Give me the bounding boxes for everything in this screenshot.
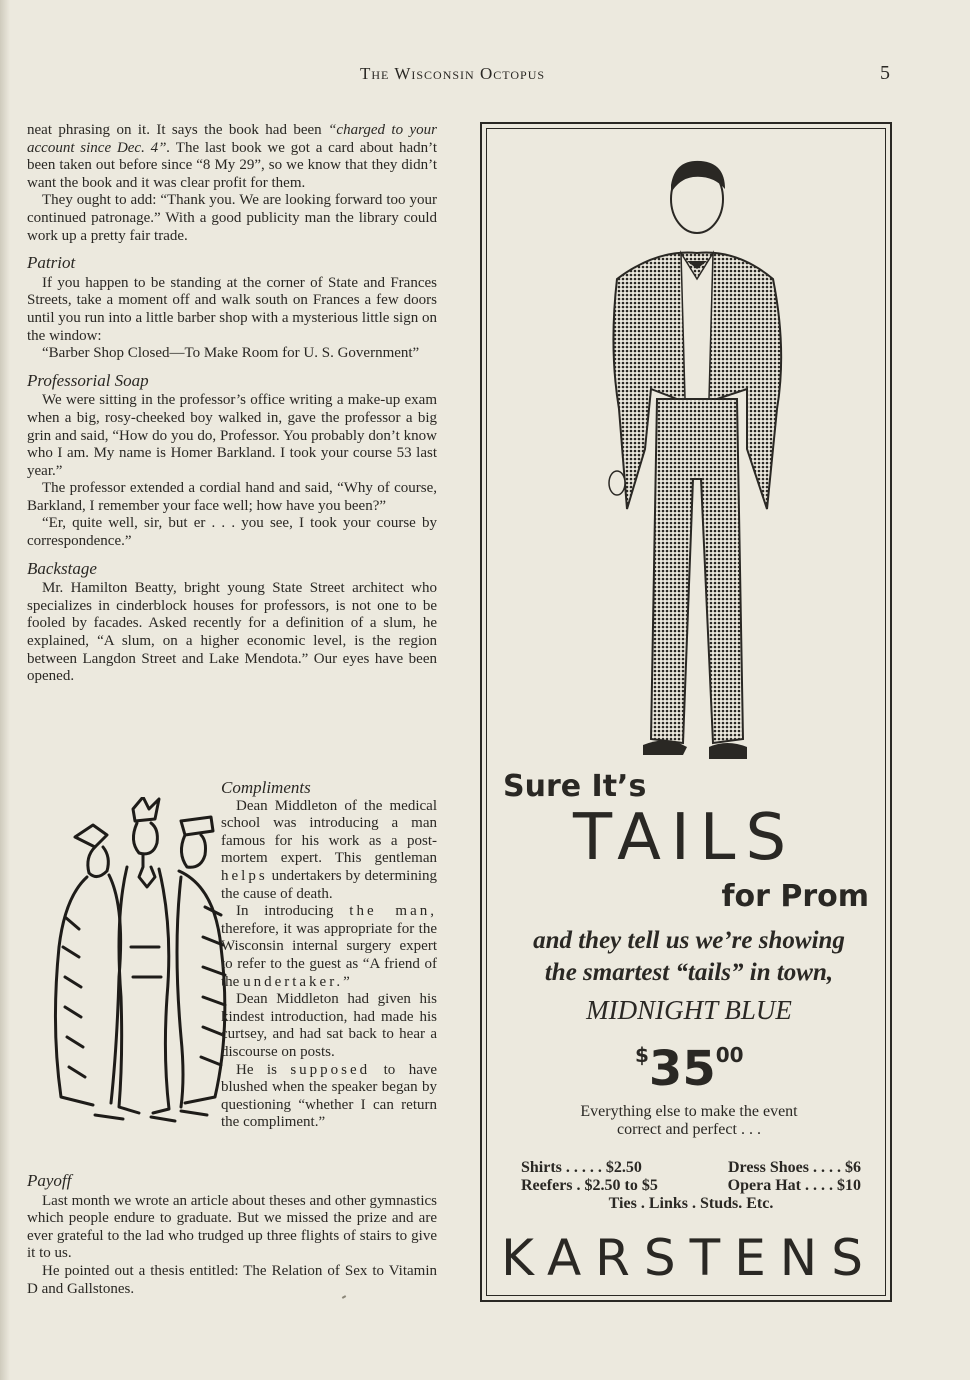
intro-text-b: The last book we got a card about hadn’t been taken out before since “8 My 29”, so we know that they didn’t want the book and it was clear profit for them.: [27, 139, 437, 191]
soap-heading: Professorial Soap: [27, 370, 149, 390]
payoff-paragraph-2: He pointed out a thesis entitled: The Relation of Sex to Vitamin D and Gallstones.: [27, 1262, 437, 1297]
soap-paragraph-1: We were sitting in the professor’s office writing a make-up exam when a big, rosy-cheeked boy walked in, gave the professor a big grin and said, “How do you do, Professor. You probably don’t know who I am. My name is Homer Barkland. I took your course 53 last year.”: [27, 392, 437, 479]
patriot-paragraph-2: “Barber Shop Closed—To Make Room for U. S. Government”: [42, 345, 420, 362]
compliments-text: [221, 777, 437, 1132]
price-main: 35: [648, 1041, 716, 1097]
compliments-p4-spaced: supposed: [290, 1061, 371, 1078]
payoff-heading: Payoff: [27, 1171, 72, 1190]
price-row-2: [521, 1177, 861, 1195]
ad-store-name: KARSTENS: [501, 1229, 877, 1287]
patriot-heading: Patriot: [27, 253, 76, 273]
ad-sure-its: Sure It’s: [503, 769, 647, 804]
patriot-paragraph-1: If you happen to be standing at the corner of State and Frances Streets, take a moment off and walk south on Frances a few doors until you run into a little barber shop with a mysterious little sign on the window:: [27, 274, 437, 344]
ad-tails-headline: TAILS: [573, 801, 797, 875]
price-row-1: [521, 1159, 861, 1177]
price-dollar: $: [635, 1043, 649, 1067]
compliments-paragraph-1: [221, 798, 437, 904]
payoff-section: [27, 1172, 437, 1298]
ad-price-list: [521, 1159, 861, 1213]
karstens-advertisement: [480, 122, 892, 1302]
payoff-paragraph-1: Last month we wrote an article about theses and other gymnastics which people endure to graduate. But we missed the prize and are ever grateful to the lad who trudged up three flights of stairs to give it to us.: [27, 1192, 437, 1262]
ad-tagline-line-1: and they tell us we’re showing: [533, 927, 845, 954]
three-men-cartoon: [35, 797, 235, 1137]
backstage-heading: Backstage: [27, 558, 97, 578]
compliments-paragraph-4: [221, 1062, 437, 1132]
man-in-tails-illustration: [597, 149, 797, 779]
compliments-p4-b: to have blushed when the speaker began by questioning “whether I can return the compliment.”: [221, 1061, 438, 1131]
backstage-paragraph: Mr. Hamilton Beatty, bright young State Street architect who specializes in cinderblock houses for professors, is not one to be fooled by facades. Asked recently for a definition of a slum, he explained, “A slum, on a higher economic level, is the region between Langdon Street and Lake Mendota.” Our eyes have been opened.: [27, 580, 437, 685]
price-ties: Ties . Links . Studs. Etc.: [608, 1195, 774, 1212]
page-edge: [0, 0, 10, 1380]
ad-everything-else: [487, 1103, 891, 1139]
compliments-p1-a: Dean Middleton of the medical school was introducing a man famous for his work as a post-mortem expert. This gentleman: [221, 797, 437, 867]
compliments-heading: Compliments: [221, 778, 311, 797]
price-dress-shoes: Dress Shoes . . . . $6: [727, 1159, 861, 1176]
ad-for-prom: for Prom: [721, 879, 869, 914]
text-column: [27, 122, 437, 686]
compliments-paragraph-3: Dean Middleton had given his kindest introduction, had made his curtsey, and had sat back to hear a discourse on posts.: [221, 991, 437, 1060]
price-opera-hat: Opera Hat . . . . $10: [727, 1177, 861, 1194]
price-reefers: Reefers . $2.50 to $5: [521, 1177, 658, 1194]
price-cents: 00: [715, 1043, 744, 1067]
ad-color: MIDNIGHT BLUE: [586, 995, 792, 1025]
running-head: The Wisconsin Octopus: [360, 64, 546, 83]
ad-tagline: [487, 925, 891, 989]
compliments-p2-c: ”: [343, 973, 350, 990]
price-shirts: Shirts . . . . . $2.50: [521, 1159, 642, 1176]
page-header: [0, 62, 970, 92]
ad-price: [635, 1041, 744, 1097]
intro-paragraph-1: [27, 122, 437, 192]
ad-tagline-line-2: the smartest “tails” in town,: [544, 959, 834, 986]
compliments-p1-spaced: helps: [221, 867, 268, 884]
ad-everything-line-2: correct and perfect . . .: [617, 1121, 761, 1138]
ad-inner-border: [486, 128, 886, 1296]
compliments-p2-b: therefore, it was appropriate for the Wisconsin internal surgery expert to refer to the guest as “A friend of the: [221, 920, 437, 990]
compliments-p2-spaced: the man,: [349, 903, 437, 920]
compliments-p1-b: undertakers by determining the cause of death.: [221, 867, 437, 902]
compliments-p2-a: In introducing: [236, 903, 350, 920]
compliments-paragraph-2: [221, 903, 437, 991]
intro-paragraph-2: They ought to add: “Thank you. We are looking forward too your continued patronage.” With a good publicity man the library could work up a pretty fair trade.: [27, 192, 437, 244]
soap-paragraph-3: “Er, quite well, sir, but er . . . you see, I took your course by correspondence.”: [27, 515, 437, 550]
intro-text-a: neat phrasing on it. It says the book had been: [27, 122, 329, 138]
intro-quote: “charged to your account since Dec. 4”.: [27, 122, 437, 156]
ad-everything-line-1: Everything else to make the event: [580, 1103, 798, 1120]
compliments-p2-spaced2: undertaker.: [243, 973, 344, 990]
soap-paragraph-2: The professor extended a cordial hand and said, “Why of course, Barkland, I remember your face well; how have you been?”: [27, 480, 437, 514]
compliments-p4-a: He is: [236, 1061, 291, 1078]
page-number: 5: [880, 62, 890, 84]
print-speck: [342, 1295, 346, 1299]
